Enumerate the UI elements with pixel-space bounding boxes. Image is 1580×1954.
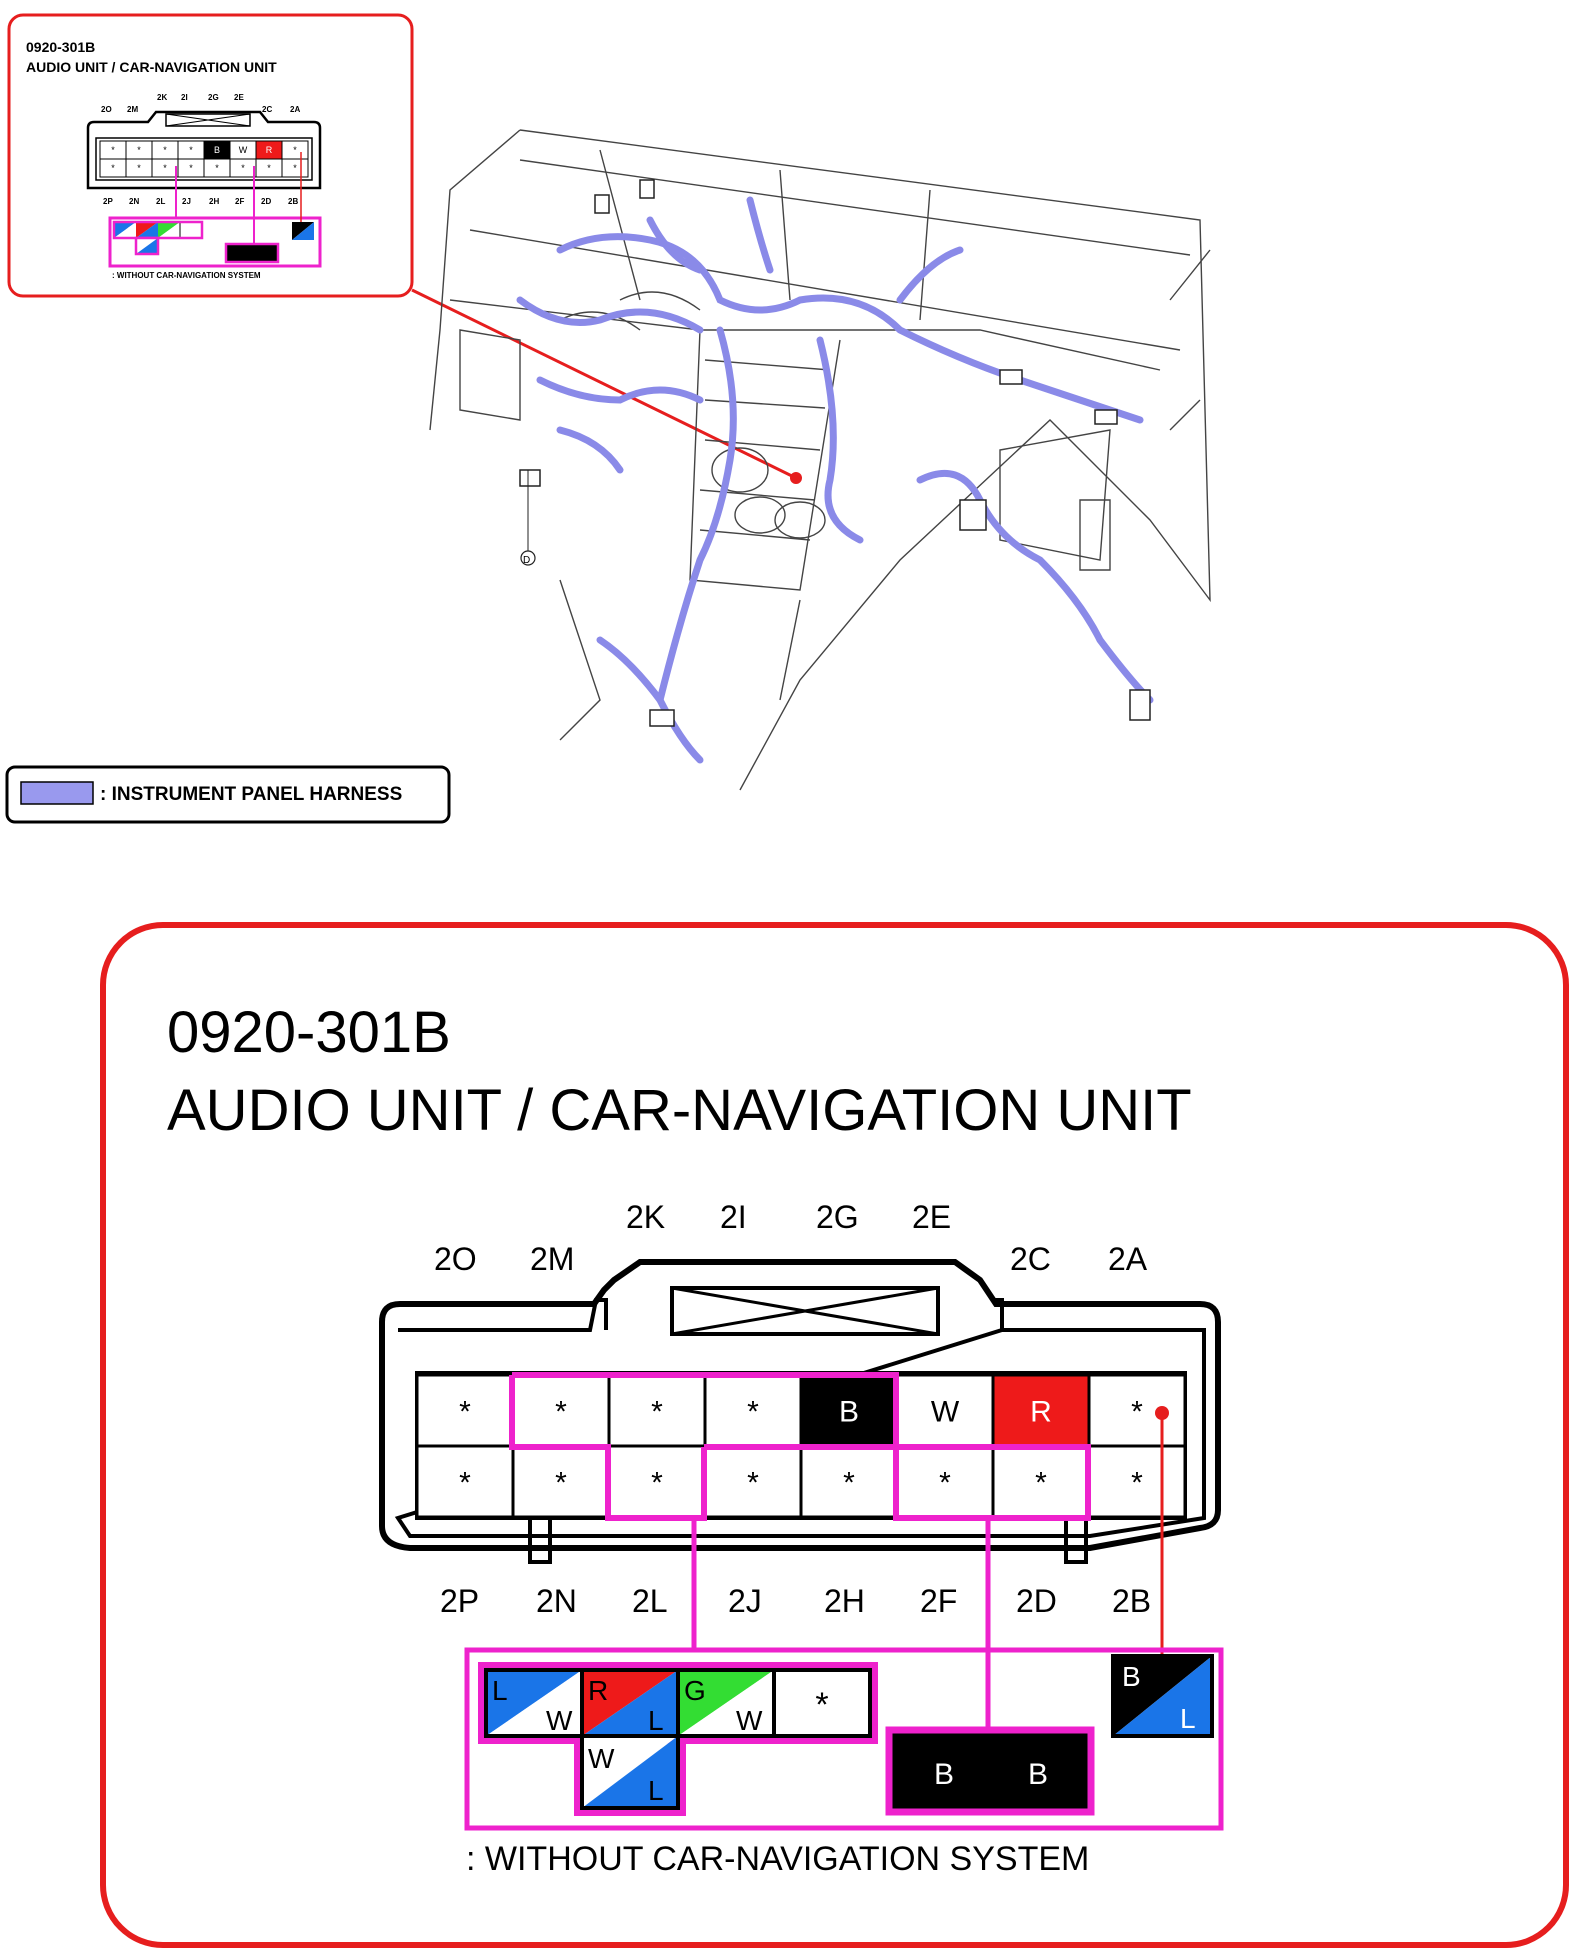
small-label-2l: 2L [156,197,166,206]
small-callout-code: 0920-301B [26,39,96,55]
small-pin-text-2m: * [137,145,141,156]
label-2o: 2O [434,1241,477,1277]
label-2c: 2C [1010,1241,1051,1277]
small-label-2g: 2G [208,93,219,102]
sub-a-cell2-top: R [588,1675,609,1706]
large-connector-code: 0920-301B [167,1000,451,1065]
label-2e: 2E [912,1199,952,1235]
label-2p: 2P [440,1583,480,1619]
label-2n: 2N [536,1583,577,1619]
small-pin-text-2i: * [189,145,193,156]
small-label-2k: 2K [157,93,168,102]
label-2a: 2A [1108,1241,1148,1277]
sub-a-cell2-bottom: L [648,1705,664,1736]
small-pin-text-2n: * [137,163,141,174]
pin-text-2e: W [930,1395,960,1429]
small-label-2o: 2O [101,105,112,114]
label-2k: 2K [626,1199,666,1235]
instrument-panel-drawing [430,130,1210,790]
pin-text-2n: * [555,1466,567,1500]
label-2f: 2F [920,1583,958,1619]
small-label-2d: 2D [261,197,272,206]
pin-text-2l: * [651,1466,663,1500]
pin-text-2i: * [747,1395,759,1429]
sub-b-cell2: B [1027,1758,1049,1791]
small-pin-text-2p: * [111,163,115,174]
small-label-2h: 2H [209,197,220,206]
small-sub-single [292,222,314,240]
sub-a-cell3-top: G [684,1675,706,1706]
sub-group-b [889,1730,1091,1812]
callout-d-letter: D [523,555,531,566]
pin-text-2d: * [1035,1466,1047,1500]
pin-text-2c: R [1030,1395,1052,1429]
harness-legend [7,767,449,822]
small-note: : WITHOUT CAR-NAVIGATION SYSTEM [112,271,261,280]
small-label-2c: 2C [262,105,273,114]
pin-text-2k: * [651,1395,663,1429]
sub-a-cell1-top: L [492,1675,508,1706]
small-callout-box [9,15,412,296]
connector-location-dot [790,472,802,484]
sub-a-cell3-bottom: W [736,1705,763,1736]
pin-text-2o: * [459,1395,471,1429]
small-label-2e: 2E [234,93,244,102]
sub-a-lower-bottom: L [648,1775,664,1806]
pin-text-2h: * [843,1466,855,1500]
label-2l: 2L [632,1583,668,1619]
sub-single-bottom: L [1180,1703,1196,1734]
small-pin-text-2j: * [189,163,193,174]
small-pin-text-2d: * [267,163,271,174]
label-2d: 2D [1016,1583,1057,1619]
pin-text-2m: * [555,1395,567,1429]
small-pin-text-2f: * [241,163,245,174]
harness-legend-swatch [21,782,93,804]
small-pin-text-2h: * [215,163,219,174]
label-2h: 2H [824,1583,865,1619]
pin-text-2b: * [1131,1466,1143,1500]
small-pin-text-2l: * [163,163,167,174]
large-connector-name: AUDIO UNIT / CAR-NAVIGATION UNIT [167,1078,1192,1143]
small-pin-text-2k: * [163,145,167,156]
link-dot-2a [1155,1406,1169,1420]
small-pin-text-2o: * [111,145,115,156]
small-label-2a: 2A [290,105,301,114]
harness-legend-label: : INSTRUMENT PANEL HARNESS [100,784,403,805]
label-2j: 2J [728,1583,762,1619]
small-label-2n: 2N [129,197,140,206]
sub-single-top: B [1122,1661,1141,1692]
small-pin-text-2b: * [293,163,297,174]
small-label-2f: 2F [235,197,245,206]
label-2m: 2M [530,1241,575,1277]
pin-text-2g: B [838,1395,860,1429]
small-pin-text-2g: B [213,145,221,156]
small-callout-name: AUDIO UNIT / CAR-NAVIGATION UNIT [26,59,277,75]
small-label-2p: 2P [103,197,113,206]
pin-text-2f: * [939,1466,951,1500]
sub-b-cell1: B [933,1758,955,1791]
small-label-2i: 2I [181,93,188,102]
sub-a-lower-top: W [588,1743,615,1774]
pin-text-2p: * [459,1466,471,1500]
sub-single-connector [1113,1656,1212,1736]
large-connector-detail [103,925,1566,1945]
small-pin-text-2e: W [238,145,248,156]
small-sub-group-b [226,244,278,262]
label-2i: 2I [720,1199,747,1235]
sub-a-cell1-bottom: W [546,1705,573,1736]
small-label-2m: 2M [127,105,139,114]
sub-a-cell4: * [815,1686,829,1724]
without-nav-note: : WITHOUT CAR-NAVIGATION SYSTEM [466,1840,1090,1878]
pin-text-2j: * [747,1466,759,1500]
label-2g: 2G [816,1199,859,1235]
small-connector-grid [100,141,308,177]
small-pin-text-2c: R [265,145,273,156]
small-label-2j: 2J [182,197,191,206]
small-label-2b: 2B [288,197,299,206]
pin-text-2a: * [1131,1395,1143,1429]
small-pin-text-2a: * [293,145,297,156]
label-2b: 2B [1112,1583,1152,1619]
